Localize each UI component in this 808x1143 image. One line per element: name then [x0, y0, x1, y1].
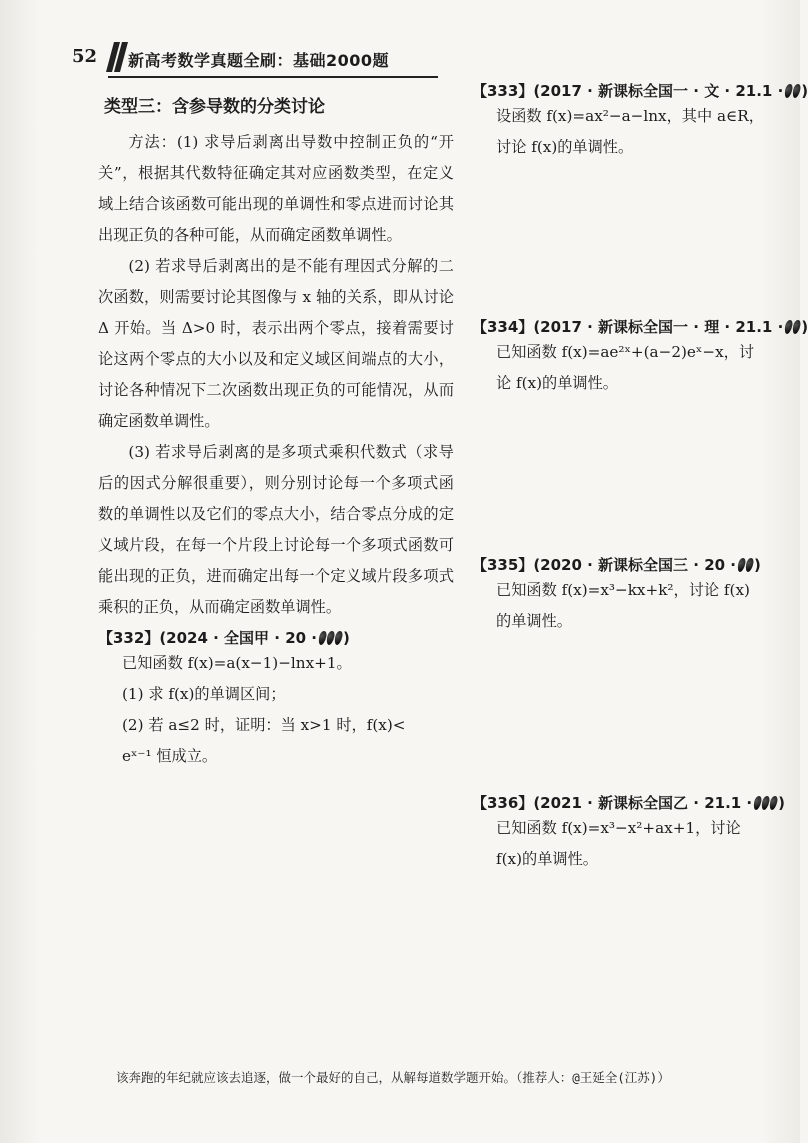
problem-line: 已知函数 f(x)=x³−x²+ax+1，讨论 [496, 819, 741, 837]
problem-header [98, 627, 454, 648]
section-heading: 类型三：含参导数的分类讨论 [104, 97, 325, 117]
difficulty-icon [785, 320, 801, 334]
method-paragraph-3: (3) 若求导后剥离的是多项式乘积代数式（求导后的因式分解很重要），则分别讨论每一个多项式函数的单调性以及它们的零点大小，结合零点分成的定义域片段，在每一个片段上讨论每一个多项式函数可能出现的正负，进而确定出每一个定义域片段多项式乘积的正负，从而确定函数单调性。 [98, 443, 454, 616]
problem-body [98, 648, 454, 772]
problem-334 [472, 316, 808, 399]
footer-quote: 该奔跑的年纪就应该去追逐，做一个最好的自己，从解每道数学题开始。（推荐人：@王延全(江苏)） [116, 1070, 670, 1085]
problem-source: (2017 · 新课标全国一 · 文 · 21.1 · [533, 82, 784, 100]
problem-source: (2020 · 新课标全国三 · 20 · [533, 556, 736, 574]
problem-line: 已知函数 f(x)=ae²ˣ+(a−2)eˣ−x，讨 [496, 343, 755, 361]
problem-source-close: ) [801, 317, 808, 336]
problem-header [472, 554, 761, 575]
problem-body [472, 337, 808, 399]
problem-line: 讨论 f(x)的单调性。 [496, 138, 634, 156]
problem-number: 【333】 [472, 82, 534, 100]
problem-source: (2024 · 全国甲 · 20 · [159, 629, 317, 647]
problem-line: (1) 求 f(x)的单调区间； [122, 685, 286, 703]
book-title: 新高考数学真题全刷：基础2000题 [128, 51, 390, 70]
problem-number: 【336】 [472, 794, 534, 812]
header-slash-icon [106, 42, 128, 72]
problem-body [472, 575, 761, 637]
difficulty-icon [738, 558, 754, 572]
method-paragraph-1: 方法：(1) 求导后剥离出导数中控制正负的“开关”，根据其代数特征确定其对应函数类型，在定义域上结合该函数可能出现的单调性和零点进而讨论其出现正负的各种可能，从而确定函数单调性。 [98, 133, 454, 244]
problem-line: 已知函数 f(x)=x³−kx+k²，讨论 f(x) [496, 581, 750, 599]
problem-333 [472, 80, 808, 163]
problem-line: eˣ⁻¹ 恒成立。 [122, 747, 218, 765]
problem-line: 的单调性。 [496, 612, 572, 630]
page-number: 52 [72, 46, 98, 67]
problem-line: f(x)的单调性。 [496, 850, 598, 868]
problem-source-close: ) [778, 793, 785, 812]
problem-line: 论 f(x)的单调性。 [496, 374, 618, 392]
problem-332 [98, 627, 454, 772]
problem-336 [472, 792, 785, 875]
left-column [98, 92, 454, 772]
problem-header [472, 80, 808, 101]
problem-source-close: ) [754, 555, 761, 574]
method-paragraph-2: (2) 若求导后剥离出的是不能有理因式分解的二次函数，则需要讨论其图像与 x 轴的关系，即从讨论 Δ 开始。当 Δ>0 时，表示出两个零点，接着需要讨论这两个零点的大小以及和定义域区间端点的大小，讨论各种情况下二次函数出现正负的可能情况，从而确定函数单调性。 [98, 257, 454, 430]
difficulty-icon [785, 84, 801, 98]
problem-source: (2021 · 新课标全国乙 · 21.1 · [533, 794, 753, 812]
problem-line: 设函数 f(x)=ax²−a−lnx，其中 a∈R， [496, 107, 764, 125]
header-rule [108, 76, 438, 78]
problem-source: (2017 · 新课标全国一 · 理 · 21.1 · [533, 318, 784, 336]
problem-header [472, 792, 785, 813]
problem-source-close: ) [343, 628, 350, 647]
problem-number: 【334】 [472, 318, 534, 336]
difficulty-icon [319, 631, 343, 645]
difficulty-icon [754, 796, 778, 810]
problem-line: 已知函数 f(x)=a(x−1)−lnx+1。 [122, 654, 352, 672]
problem-335 [472, 554, 761, 637]
problem-body [472, 101, 808, 163]
page-header [62, 36, 392, 76]
problem-number: 【332】 [98, 629, 160, 647]
problem-source-close: ) [801, 81, 808, 100]
problem-line: (2) 若 a≤2 时，证明：当 x>1 时，f(x)< [122, 716, 406, 734]
problem-header [472, 316, 808, 337]
problem-body [472, 813, 785, 875]
problem-number: 【335】 [472, 556, 534, 574]
